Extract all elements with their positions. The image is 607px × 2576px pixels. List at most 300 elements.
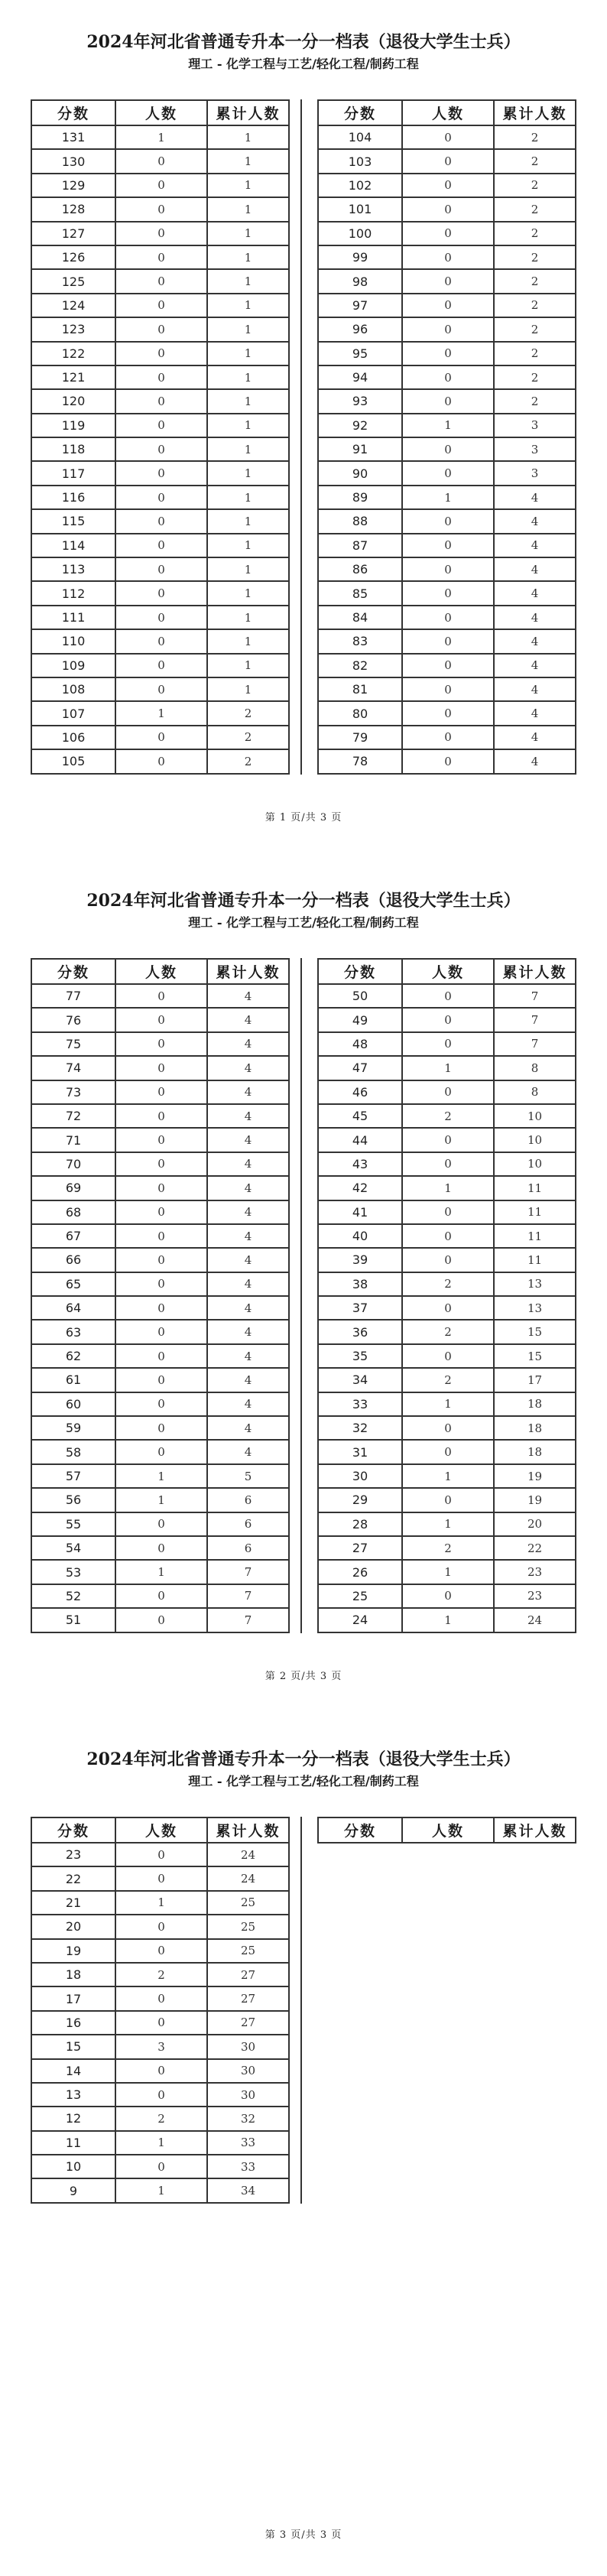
score-cell: 23 [31, 1843, 115, 1866]
score-cell: 122 [31, 342, 115, 365]
count-cell: 1 [115, 125, 207, 149]
count-cell: 0 [115, 437, 207, 461]
count-cell: 0 [115, 365, 207, 389]
cumulative-count-cell: 1 [207, 149, 289, 173]
table-row [318, 654, 576, 677]
score-cell: 79 [318, 726, 402, 749]
table-divider [300, 958, 302, 1633]
cumulative-count-cell: 1 [207, 365, 289, 389]
cumulative-count-cell: 3 [494, 437, 576, 461]
count-cell: 0 [402, 365, 494, 389]
table-row [31, 2131, 289, 2155]
table-row [31, 486, 289, 509]
score-table-right [317, 1817, 576, 1843]
count-cell: 0 [115, 1915, 207, 1938]
score-cell: 55 [31, 1512, 115, 1536]
column-header: 人数 [115, 100, 207, 125]
score-table-left [31, 958, 290, 1633]
table-row [31, 1536, 289, 1560]
score-cell: 27 [318, 1536, 402, 1560]
count-cell: 2 [402, 1272, 494, 1296]
cumulative-count-cell: 4 [207, 984, 289, 1008]
cumulative-count-cell: 4 [207, 1152, 289, 1176]
count-cell: 0 [402, 317, 494, 341]
score-cell: 108 [31, 677, 115, 701]
score-cell: 114 [31, 534, 115, 557]
cumulative-count-cell: 11 [494, 1200, 576, 1224]
column-header: 人数 [402, 100, 494, 125]
page-subtitle: 理工 - 化学工程与工艺/轻化工程/制药工程 [188, 915, 419, 930]
count-cell: 0 [402, 509, 494, 533]
count-cell: 1 [402, 1176, 494, 1200]
table-row [31, 1560, 289, 1584]
cumulative-count-cell: 10 [494, 1128, 576, 1152]
table-row [318, 1080, 576, 1104]
score-cell: 117 [31, 461, 115, 485]
count-cell: 0 [115, 1080, 207, 1104]
cumulative-count-cell: 1 [207, 389, 289, 413]
cumulative-count-cell: 2 [494, 389, 576, 413]
table-row [318, 749, 576, 773]
table-row [318, 317, 576, 341]
count-cell: 0 [402, 125, 494, 149]
table-row [31, 245, 289, 269]
score-cell: 38 [318, 1272, 402, 1296]
table-row [318, 461, 576, 485]
score-cell: 76 [31, 1008, 115, 1031]
cumulative-count-cell: 15 [494, 1320, 576, 1343]
count-cell: 2 [402, 1536, 494, 1560]
score-cell: 34 [318, 1368, 402, 1392]
cumulative-count-cell: 1 [207, 461, 289, 485]
table-row [318, 1200, 576, 1224]
score-cell: 80 [318, 701, 402, 725]
column-header: 人数 [402, 1817, 494, 1843]
score-cell: 40 [318, 1224, 402, 1248]
score-cell: 32 [318, 1416, 402, 1440]
table-row [318, 1440, 576, 1463]
count-cell: 0 [402, 245, 494, 269]
cumulative-count-cell: 33 [207, 2155, 289, 2178]
table-row [318, 1536, 576, 1560]
table-row [31, 365, 289, 389]
cumulative-count-cell: 2 [494, 269, 576, 293]
count-cell: 0 [402, 1440, 494, 1463]
table-row [318, 1176, 576, 1200]
score-cell: 81 [318, 677, 402, 701]
table-row [31, 606, 289, 629]
score-table-left [31, 99, 290, 775]
table-row [318, 1032, 576, 1056]
count-cell: 0 [115, 1104, 207, 1128]
table-row [31, 1986, 289, 2010]
column-header: 分数 [318, 100, 402, 125]
score-cell: 24 [318, 1608, 402, 1632]
count-cell: 2 [402, 1368, 494, 1392]
cumulative-count-cell: 24 [207, 1866, 289, 1890]
table-row [31, 1915, 289, 1938]
count-cell: 1 [115, 1560, 207, 1584]
count-cell: 0 [402, 197, 494, 221]
table-row [318, 486, 576, 509]
score-cell: 98 [318, 269, 402, 293]
score-cell: 47 [318, 1056, 402, 1080]
table-row [318, 245, 576, 269]
score-cell: 17 [31, 1986, 115, 2010]
count-cell: 0 [115, 245, 207, 269]
count-cell: 0 [115, 342, 207, 365]
count-cell: 0 [115, 294, 207, 317]
score-cell: 121 [31, 365, 115, 389]
count-cell: 0 [115, 581, 207, 605]
count-cell: 0 [115, 461, 207, 485]
count-cell: 0 [115, 1272, 207, 1296]
count-cell: 0 [115, 1008, 207, 1031]
score-cell: 57 [31, 1464, 115, 1488]
cumulative-count-cell: 7 [494, 1032, 576, 1056]
table-header-row [318, 1817, 576, 1843]
count-cell: 0 [402, 1080, 494, 1104]
cumulative-count-cell: 7 [207, 1584, 289, 1608]
cumulative-count-cell: 4 [494, 629, 576, 653]
score-cell: 107 [31, 701, 115, 725]
score-cell: 85 [318, 581, 402, 605]
table-row [318, 1416, 576, 1440]
cumulative-count-cell: 4 [494, 581, 576, 605]
score-cell: 26 [318, 1560, 402, 1584]
table-row [318, 174, 576, 197]
count-cell: 0 [115, 677, 207, 701]
table-row [31, 1440, 289, 1463]
table-row [31, 2083, 289, 2107]
score-cell: 125 [31, 269, 115, 293]
cumulative-count-cell: 2 [207, 726, 289, 749]
table-row [31, 1248, 289, 1272]
cumulative-count-cell: 4 [207, 1440, 289, 1463]
table-row [318, 1128, 576, 1152]
cumulative-count-cell: 2 [494, 342, 576, 365]
count-cell: 0 [115, 534, 207, 557]
cumulative-count-cell: 18 [494, 1416, 576, 1440]
score-cell: 102 [318, 174, 402, 197]
table-row [318, 581, 576, 605]
cumulative-count-cell: 5 [207, 1464, 289, 1488]
score-cell: 29 [318, 1488, 402, 1512]
column-header: 分数 [318, 1817, 402, 1843]
cumulative-count-cell: 2 [494, 294, 576, 317]
cumulative-count-cell: 30 [207, 2083, 289, 2107]
cumulative-count-cell: 1 [207, 317, 289, 341]
score-cell: 36 [318, 1320, 402, 1343]
table-row [31, 534, 289, 557]
table-row [318, 1584, 576, 1608]
count-cell: 0 [402, 726, 494, 749]
count-cell: 1 [115, 1891, 207, 1915]
table-row [31, 317, 289, 341]
count-cell: 0 [115, 2083, 207, 2107]
cumulative-count-cell: 22 [494, 1536, 576, 1560]
page-title: 2024年河北省普通专升本一分一档表（退役大学生士兵） [86, 32, 521, 52]
score-cell: 66 [31, 1248, 115, 1272]
count-cell: 0 [402, 1128, 494, 1152]
score-cell: 101 [318, 197, 402, 221]
cumulative-count-cell: 4 [207, 1272, 289, 1296]
score-cell: 129 [31, 174, 115, 197]
count-cell: 0 [115, 1224, 207, 1248]
page-number-footer: 第 3 页/共 3 页 [265, 2529, 342, 2541]
cumulative-count-cell: 1 [207, 222, 289, 245]
table-row [31, 125, 289, 149]
cumulative-count-cell: 17 [494, 1368, 576, 1392]
table-row [318, 1560, 576, 1584]
count-cell: 0 [115, 1440, 207, 1463]
document-page-2 [0, 859, 607, 1717]
score-cell: 11 [31, 2131, 115, 2155]
cumulative-count-cell: 4 [207, 1104, 289, 1128]
score-cell: 13 [31, 2083, 115, 2107]
column-header: 人数 [115, 1817, 207, 1843]
count-cell: 0 [115, 1128, 207, 1152]
cumulative-count-cell: 2 [494, 245, 576, 269]
cumulative-count-cell: 1 [207, 534, 289, 557]
count-cell: 0 [115, 1056, 207, 1080]
count-cell: 0 [115, 317, 207, 341]
count-cell: 0 [115, 1536, 207, 1560]
cumulative-count-cell: 20 [494, 1512, 576, 1536]
table-row [318, 1512, 576, 1536]
table-row [31, 1320, 289, 1343]
score-cell: 104 [318, 125, 402, 149]
count-cell: 0 [115, 726, 207, 749]
table-row [318, 125, 576, 149]
count-cell: 0 [402, 1488, 494, 1512]
table-row [31, 1104, 289, 1128]
page-number-footer: 第 1 页/共 3 页 [265, 812, 342, 823]
count-cell: 0 [115, 414, 207, 437]
cumulative-count-cell: 19 [494, 1464, 576, 1488]
column-header: 累计人数 [494, 959, 576, 984]
score-cell: 50 [318, 984, 402, 1008]
table-row [31, 1176, 289, 1200]
table-row [31, 1416, 289, 1440]
table-row [31, 726, 289, 749]
table-row [31, 222, 289, 245]
table-row [31, 2059, 289, 2083]
table-row [31, 1843, 289, 1866]
count-cell: 0 [115, 606, 207, 629]
count-cell: 0 [402, 294, 494, 317]
table-row [318, 149, 576, 173]
table-row [31, 1200, 289, 1224]
score-cell: 71 [31, 1128, 115, 1152]
count-cell: 0 [402, 984, 494, 1008]
cumulative-count-cell: 4 [207, 1176, 289, 1200]
count-cell: 0 [402, 174, 494, 197]
count-cell: 0 [115, 1416, 207, 1440]
score-cell: 89 [318, 486, 402, 509]
cumulative-count-cell: 4 [207, 1344, 289, 1368]
cumulative-count-cell: 2 [494, 365, 576, 389]
cumulative-count-cell: 4 [494, 726, 576, 749]
table-row [31, 2011, 289, 2035]
table-row [318, 509, 576, 533]
cumulative-count-cell: 8 [494, 1080, 576, 1104]
table-row [31, 509, 289, 533]
table-row [31, 1608, 289, 1632]
score-cell: 10 [31, 2155, 115, 2178]
count-cell: 0 [402, 534, 494, 557]
table-header-row [31, 1817, 289, 1843]
score-cell: 37 [318, 1296, 402, 1320]
table-row [31, 269, 289, 293]
count-cell: 0 [115, 1152, 207, 1176]
table-row [31, 557, 289, 581]
table-row [318, 984, 576, 1008]
cumulative-count-cell: 2 [207, 749, 289, 773]
column-header: 分数 [31, 1817, 115, 1843]
count-cell: 2 [115, 2107, 207, 2130]
score-cell: 78 [318, 749, 402, 773]
count-cell: 1 [402, 1392, 494, 1416]
cumulative-count-cell: 4 [207, 1080, 289, 1104]
table-row [31, 677, 289, 701]
cumulative-count-cell: 1 [207, 581, 289, 605]
cumulative-count-cell: 13 [494, 1272, 576, 1296]
table-row [318, 1344, 576, 1368]
score-cell: 94 [318, 365, 402, 389]
score-cell: 31 [318, 1440, 402, 1463]
cumulative-count-cell: 8 [494, 1056, 576, 1080]
cumulative-count-cell: 1 [207, 174, 289, 197]
table-header-row [31, 959, 289, 984]
table-row [318, 1296, 576, 1320]
table-row [318, 1104, 576, 1128]
table-row [31, 414, 289, 437]
count-cell: 0 [115, 222, 207, 245]
table-row [318, 1248, 576, 1272]
cumulative-count-cell: 10 [494, 1104, 576, 1128]
table-row [31, 2107, 289, 2130]
column-header: 累计人数 [494, 1817, 576, 1843]
score-cell: 20 [31, 1915, 115, 1938]
cumulative-count-cell: 13 [494, 1296, 576, 1320]
cumulative-count-cell: 6 [207, 1536, 289, 1560]
table-row [31, 1891, 289, 1915]
cumulative-count-cell: 4 [207, 1392, 289, 1416]
count-cell: 0 [402, 1224, 494, 1248]
cumulative-count-cell: 4 [207, 1008, 289, 1031]
column-header: 分数 [318, 959, 402, 984]
count-cell: 0 [115, 149, 207, 173]
score-cell: 120 [31, 389, 115, 413]
table-row [318, 294, 576, 317]
count-cell: 0 [402, 1032, 494, 1056]
count-cell: 0 [115, 654, 207, 677]
table-row [318, 726, 576, 749]
cumulative-count-cell: 4 [207, 1056, 289, 1080]
cumulative-count-cell: 1 [207, 342, 289, 365]
score-cell: 92 [318, 414, 402, 437]
table-header-row [318, 100, 576, 125]
document-page-3 [0, 1717, 607, 2576]
table-row [31, 1368, 289, 1392]
count-cell: 0 [402, 1152, 494, 1176]
count-cell: 1 [402, 1512, 494, 1536]
table-row [31, 1392, 289, 1416]
count-cell: 0 [115, 1584, 207, 1608]
count-cell: 0 [115, 1608, 207, 1632]
count-cell: 0 [115, 1200, 207, 1224]
score-cell: 130 [31, 149, 115, 173]
cumulative-count-cell: 1 [207, 557, 289, 581]
count-cell: 0 [402, 222, 494, 245]
cumulative-count-cell: 1 [207, 294, 289, 317]
score-table-right [317, 958, 576, 1633]
score-cell: 42 [318, 1176, 402, 1200]
count-cell: 0 [115, 486, 207, 509]
table-row [31, 1152, 289, 1176]
cumulative-count-cell: 27 [207, 1986, 289, 2010]
score-cell: 118 [31, 437, 115, 461]
cumulative-count-cell: 4 [494, 701, 576, 725]
score-cell: 53 [31, 1560, 115, 1584]
count-cell: 1 [402, 414, 494, 437]
table-row [318, 342, 576, 365]
count-cell: 0 [402, 654, 494, 677]
table-row [31, 654, 289, 677]
score-cell: 110 [31, 629, 115, 653]
table-row [318, 606, 576, 629]
table-row [318, 1320, 576, 1343]
cumulative-count-cell: 1 [207, 677, 289, 701]
table-row [31, 1584, 289, 1608]
table-header-row [31, 100, 289, 125]
count-cell: 0 [402, 677, 494, 701]
score-cell: 67 [31, 1224, 115, 1248]
table-row [31, 1344, 289, 1368]
count-cell: 0 [402, 269, 494, 293]
count-cell: 0 [115, 174, 207, 197]
cumulative-count-cell: 25 [207, 1915, 289, 1938]
score-cell: 56 [31, 1488, 115, 1512]
table-row [31, 149, 289, 173]
count-cell: 0 [402, 606, 494, 629]
score-cell: 75 [31, 1032, 115, 1056]
score-cell: 44 [318, 1128, 402, 1152]
score-cell: 77 [31, 984, 115, 1008]
score-table-right [317, 99, 576, 775]
cumulative-count-cell: 18 [494, 1392, 576, 1416]
cumulative-count-cell: 4 [494, 749, 576, 773]
score-cell: 91 [318, 437, 402, 461]
score-cell: 59 [31, 1416, 115, 1440]
score-cell: 48 [318, 1032, 402, 1056]
cumulative-count-cell: 1 [207, 629, 289, 653]
table-row [318, 701, 576, 725]
cumulative-count-cell: 2 [494, 125, 576, 149]
score-cell: 28 [318, 1512, 402, 1536]
score-table-left [31, 1817, 290, 2204]
cumulative-count-cell: 23 [494, 1560, 576, 1584]
score-cell: 43 [318, 1152, 402, 1176]
score-cell: 99 [318, 245, 402, 269]
table-row [31, 749, 289, 773]
score-cell: 62 [31, 1344, 115, 1368]
count-cell: 1 [115, 701, 207, 725]
table-row [31, 294, 289, 317]
cumulative-count-cell: 2 [494, 174, 576, 197]
score-cell: 69 [31, 1176, 115, 1200]
